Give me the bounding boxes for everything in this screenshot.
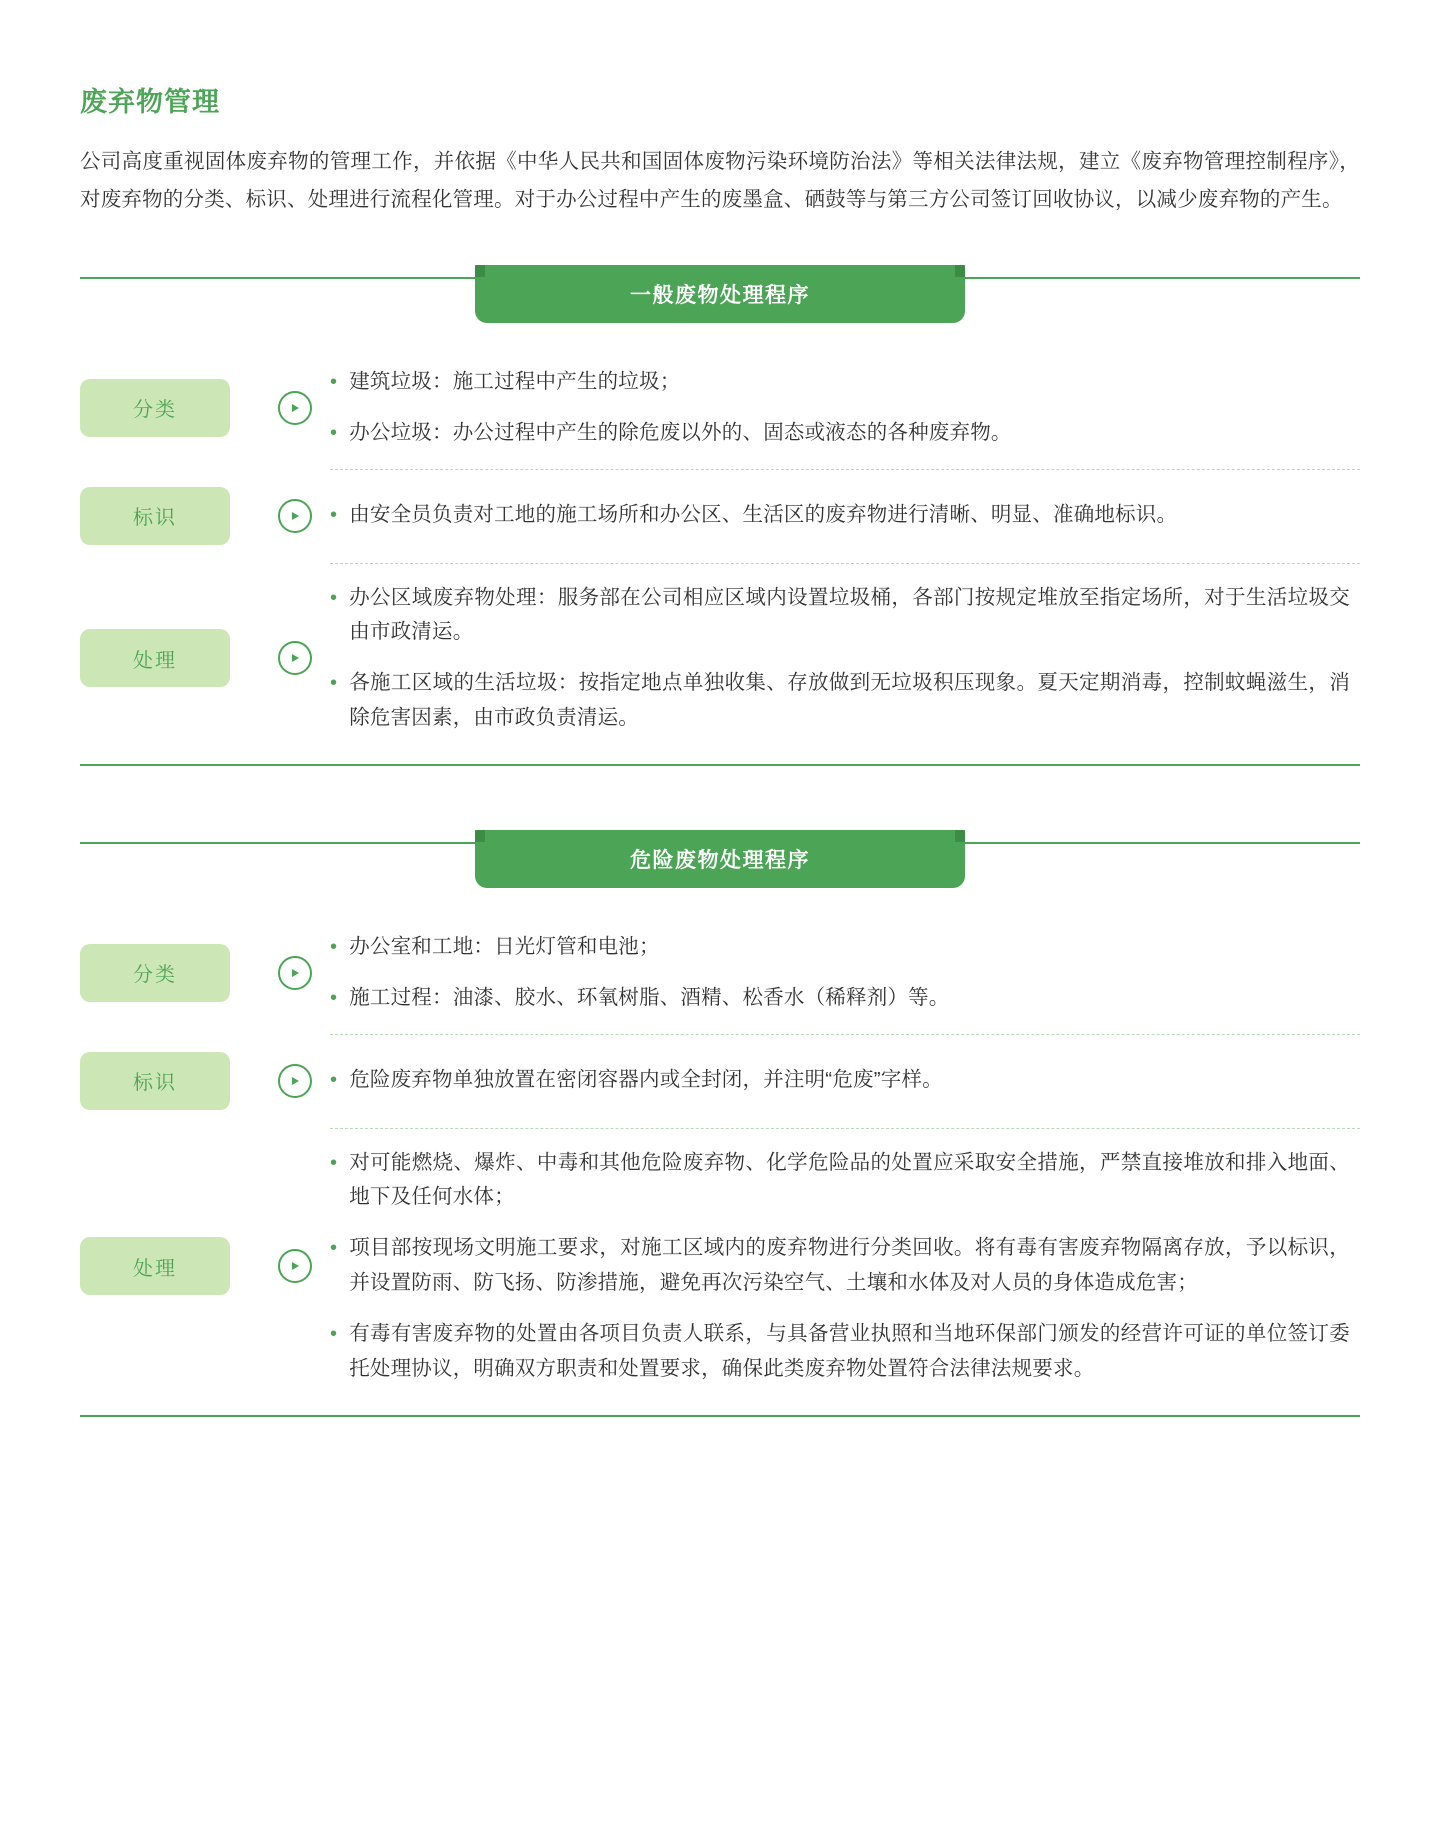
intro-paragraph: 公司高度重视固体废弃物的管理工作，并依据《中华人民共和国固体废物污染环境防治法》等相关法律法规，建立《废弃物管理控制程序》，对废弃物的分类、标识、处理进行流程化管理。对于办公过程中产生的废墨盒、硒鼓等与第三方公司签订回收协议，以减少废弃物的产生。 [80, 150, 1360, 211]
play-arrow-icon [278, 391, 312, 425]
list-item-text: 办公垃圾：办公过程中产生的除危废以外的、固态或液态的各种废弃物。 [349, 420, 1012, 444]
row-arrow-cell [260, 487, 330, 545]
bullet-dot-icon: • [330, 1151, 338, 1174]
procedure-header [80, 830, 1360, 894]
list-item-text: 危险废弃物单独放置在密闭容器内或全封闭，并注明“危废”字样。 [349, 1068, 943, 1092]
list-item-text: 办公室和工地：日光灯管和电池； [349, 934, 660, 958]
list-item [330, 1231, 1350, 1301]
list-item [330, 1146, 1350, 1216]
row-divider [330, 469, 1360, 470]
row-label-cell [80, 1146, 260, 1387]
list-item [330, 498, 1350, 533]
procedure-banner-title: 危险废物处理程序 [475, 830, 965, 888]
row-arrow-cell [260, 930, 330, 1016]
row-arrow-cell [260, 1052, 330, 1110]
row-divider [330, 1128, 1360, 1129]
procedure-block-hazardous [80, 830, 1360, 1417]
row-items [330, 1146, 1360, 1387]
stage-chip-label: 标识 [80, 1052, 230, 1110]
play-arrow-icon [278, 956, 312, 990]
row-label-cell [80, 930, 260, 1016]
list-item [330, 581, 1350, 651]
row-items [330, 581, 1360, 736]
procedure-row [80, 912, 1360, 1034]
list-item-text: 有毒有害废弃物的处置由各项目负责人联系，与具备营业执照和当地环保部门颁发的经营许可证的单位签订委托处理协议，明确双方职责和处置要求，确保此类废弃物处置符合法律法规要求。 [349, 1321, 1350, 1380]
stage-chip-label: 标识 [80, 487, 230, 545]
procedure-row [80, 1128, 1360, 1405]
list-item-text: 对可能燃烧、爆炸、中毒和其他危险废弃物、化学危险品的处置应采取安全措施，严禁直接堆放和排入地面、地下及任何水体； [349, 1150, 1350, 1209]
bullet-dot-icon: • [330, 935, 338, 958]
row-divider [330, 563, 1360, 564]
section-spacer [80, 800, 1360, 830]
bullet-dot-icon: • [330, 421, 338, 444]
row-arrow-cell [260, 1146, 330, 1387]
procedure-rows [80, 894, 1360, 1405]
list-item-text: 办公区域废弃物处理：服务部在公司相应区域内设置垃圾桶，各部门按规定堆放至指定场所，对于生活垃圾交由市政清运。 [349, 585, 1350, 644]
procedure-bottom-rule [80, 1415, 1360, 1417]
row-items [330, 1052, 1360, 1110]
procedure-bottom-rule [80, 764, 1360, 766]
bullet-dot-icon: • [330, 986, 338, 1009]
play-arrow-icon [278, 641, 312, 675]
list-item [330, 416, 1350, 451]
bullet-dot-icon: • [330, 586, 338, 609]
bullet-dot-icon: • [330, 504, 338, 527]
bullet-dot-icon: • [330, 672, 338, 695]
row-divider [330, 1034, 1360, 1035]
bullet-dot-icon: • [330, 370, 338, 393]
list-item [330, 1317, 1350, 1387]
list-item [330, 930, 1350, 965]
row-label-cell [80, 1052, 260, 1110]
row-label-cell [80, 365, 260, 451]
stage-chip-process: 处理 [80, 629, 230, 687]
bullet-dot-icon: • [330, 1237, 338, 1260]
play-arrow-icon [278, 1064, 312, 1098]
procedure-block-general [80, 265, 1360, 766]
row-label-cell [80, 487, 260, 545]
procedure-row [80, 1034, 1360, 1128]
list-item-text: 由安全员负责对工地的施工场所和办公区、生活区的废弃物进行清晰、明显、准确地标识。 [349, 503, 1178, 527]
procedure-row [80, 563, 1360, 754]
play-arrow-icon [278, 1249, 312, 1283]
row-label-cell [80, 581, 260, 736]
list-item-text: 施工过程：油漆、胶水、环氧树脂、酒精、松香水（稀释剂）等。 [349, 985, 950, 1009]
row-items [330, 365, 1360, 451]
page-title: 废弃物管理 [80, 87, 220, 117]
list-item [330, 1063, 1350, 1098]
bullet-dot-icon: • [330, 1322, 338, 1345]
stage-chip-classify: 分类 [80, 944, 230, 1002]
procedure-header [80, 265, 1360, 329]
play-arrow-icon [278, 499, 312, 533]
bullet-dot-icon: • [330, 1069, 338, 1092]
list-item-text: 建筑垃圾：施工过程中产生的垃圾； [349, 369, 681, 393]
list-item-text: 项目部按现场文明施工要求，对施工区域内的废弃物进行分类回收。将有毒有害废弃物隔离存放，予以标识，并设置防雨、防飞扬、防渗措施，避免再次污染空气、土壤和水体及对人员的身体造成危害； [349, 1236, 1350, 1295]
row-items [330, 930, 1360, 1016]
list-item [330, 981, 1350, 1016]
stage-chip-classify: 分类 [80, 379, 230, 437]
procedure-rows [80, 329, 1360, 754]
procedure-row [80, 347, 1360, 469]
row-arrow-cell [260, 365, 330, 451]
list-item [330, 365, 1350, 400]
list-item-text: 各施工区域的生活垃圾：按指定地点单独收集、存放做到无垃圾积压现象。夏天定期消毒，控制蚊蝇滋生，消除危害因素，由市政负责清运。 [349, 671, 1350, 730]
row-arrow-cell [260, 581, 330, 736]
stage-chip-process: 处理 [80, 1237, 230, 1295]
procedure-banner-title: 一般废物处理程序 [475, 265, 965, 323]
row-items [330, 487, 1360, 545]
list-item [330, 666, 1350, 736]
procedure-row [80, 469, 1360, 563]
